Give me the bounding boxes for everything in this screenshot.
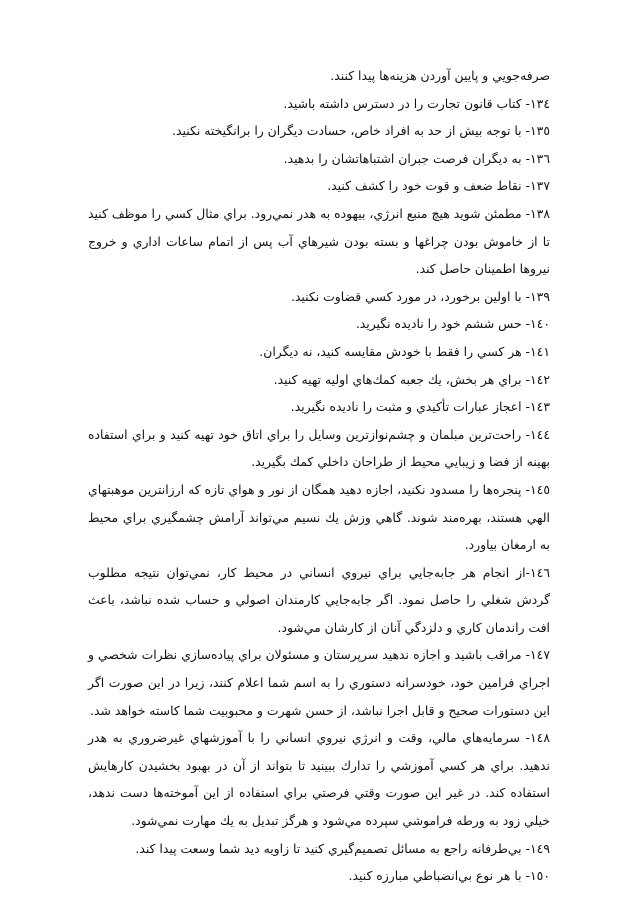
item-continuation: صرفه‌جويي و پايين آوردن هزينه‌ها پيدا كنند. [330,68,550,83]
item-146: ١٤٦-از انجام هر جابه‌جايي براي نيروي انساني در محيط كار، نمي‌توان نتيجه مطلوب گردش شغلي را حاصل نمود. اگر جابه‌جايي كارمندان اصولي و حساب شده نباشد، باعث افت راندمان كاري و دلزدگي آنان از كارشان مي‌شود. [88,564,550,635]
item-150: ١٥٠- با هر نوع بي‌انضباطي مبارزه كنيد. [348,868,550,884]
item-149: ١٤٩- بي‌طرفانه راجع به مسائل تصميم‌گيري كنيد تا زاويه ديد شما وسعت پيدا كند. [135,840,550,856]
item-137: ١٣٧- نقاط ضعف و قوت خود را كشف كنيد. [327,178,550,194]
item-138: ١٣٨- مطمئن شويد هيچ منبع انرژي، بيهوده به هدر نمي‌رود. براي مثال كسي را موظف كنيد تا از خاموش بودن چراغها و بسته بودن شيرهاي آب پس از اتمام ساعات اداري و خروج نيروها اطمينان حاصل كند. [88,205,550,277]
item-144: ١٤٤- راحت‌ترين مبلمان و چشم‌نوازترين وسايل را براي اتاق خود تهيه كنيد و براي استفاده بهينه از فضا و زيبايي محيط از طراحان داخلي كمك بگيريد. [88,426,550,470]
item-141: ١٤١- هر كسي را فقط با خودش مقايسه كنيد، نه ديگران. [259,343,550,359]
item-148: ١٤٨- سرمايه‌هاي مالي، وقت و انرژي نيروي انساني را با آموزشهاي غيرضروري به هدر ندهيد. براي هر كسي آموزشي را تدارك ببينيد تا بتواند از آن در بهبود بخشيدن كارهايش استفاده كند. در غير اين صورت وقتي فرصتي براي استفاده از اين آموخته‌ها دست ندهد، خيلي زود به ورطه فراموشي سپرده مي‌شود و هرگز تبديل به يك مهارت نمي‌شود. [88,730,550,829]
item-135: ١٣٥- با توجه بيش از حد به افراد خاص، حسادت ديگران را برانگيخته نكنيد. [172,123,550,139]
item-143: ١٤٣- اعجاز عبارات تأكيدي و مثبت را ناديده نگيريد. [290,399,550,415]
document-body [88,62,550,890]
item-134: ١٣٤- كتاب قانون تجارت را در دسترس داشته باشيد. [283,95,550,111]
item-139: ١٣٩- با اولين برخورد، در مورد كسي قضاوت نكنيد. [290,288,550,304]
item-147: ١٤٧- مراقب باشيد و اجازه ندهيد سرپرستان و مسئولان براي پياده‌سازي نظرات شخصي و اجراي فرامين خود، خودسرانه دستوري را به اسم شما اعلام كنند، زيرا در اين صورت اگر اين دستورات صحيح و قابل اجرا نباشد، از حسن شهرت و محبوبيت شما كاسته خواهد شد. [88,647,550,718]
item-145: ١٤٥- پنجره‌ها را مسدود نكنيد، اجازه دهيد همگان از نور و هواي تازه كه ارزانترين موهبتهاي الهي هستند، بهره‌مند شوند. گاهي وزش يك نسيم مي‌تواند آرامش چشمگيري براي محيط به ارمغان بياورد. [88,481,550,553]
item-140: ١٤٠- حس ششم خود را ناديده نگيريد. [355,316,550,332]
item-136: ١٣٦- به ديگران فرصت جبران اشتباهاتشان را بدهيد. [283,150,550,166]
item-142: ١٤٢- براي هر بخش، يك جعبه كمك‌هاي اوليه تهيه كنيد. [273,371,550,387]
